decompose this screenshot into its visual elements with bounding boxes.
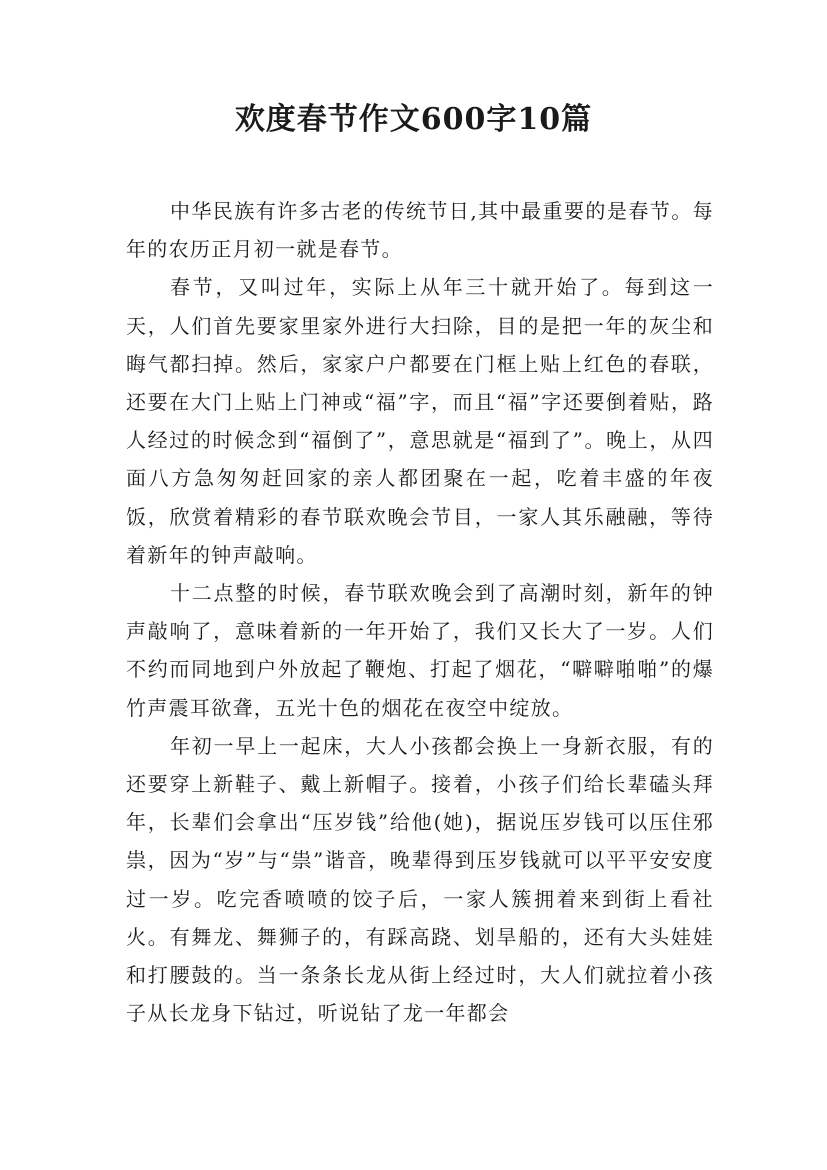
paragraph: 十二点整的时候，春节联欢晚会到了高潮时刻，新年的钟声敲响了，意味着新的一年开始了，我们又长大了一岁。人们不约而同地到户外放起了鞭炮、打起了烟花，“噼噼啪啪”的爆竹声震耳欲聋，五光十色的烟花在夜空中绽放。 [126,581,714,720]
paragraph: 年初一早上一起床，大人小孩都会换上一身新衣服，有的还要穿上新鞋子、戴上新帽子。接着，小孩子们给长辈磕头拜年，长辈们会拿出“压岁钱”给他(她)，据说压岁钱可以压住邪祟，因为“岁”与“祟”谐音，晚辈得到压岁钱就可以平平安安度过一岁。吃完香喷喷的饺子后，一家人簇拥着来到街上看社火。有舞龙、舞狮子的，有踩高跷、划旱船的，还有大头娃娃和打腰鼓的。当一条条长龙从街上经过时，大人们就拉着小孩子从长龙身下钻过，听说钻了龙一年都会 [126,733,714,1026]
paragraph: 春节，又叫过年，实际上从年三十就开始了。每到这一天，人们首先要家里家外进行大扫除，目的是把一年的灰尘和晦气都扫掉。然后，家家户户都要在门框上贴上红色的春联，还要在大门上贴上门神或“福”字，而且“福”字还要倒着贴，路人经过的时候念到“福倒了”，意思就是“福到了”。晚上，从四面八方急匆匆赶回家的亲人都团聚在一起，吃着丰盛的年夜饭，欣赏着精彩的春节联欢晚会节目，一家人其乐融融，等待着新年的钟声敲响。 [126,275,714,567]
paragraph: 中华民族有许多古老的传统节日,其中最重要的是春节。每年的农历正月初一就是春节。 [126,199,714,262]
document-title: 欢度春节作文600字10篇 [234,102,593,137]
document-body [126,192,714,1032]
